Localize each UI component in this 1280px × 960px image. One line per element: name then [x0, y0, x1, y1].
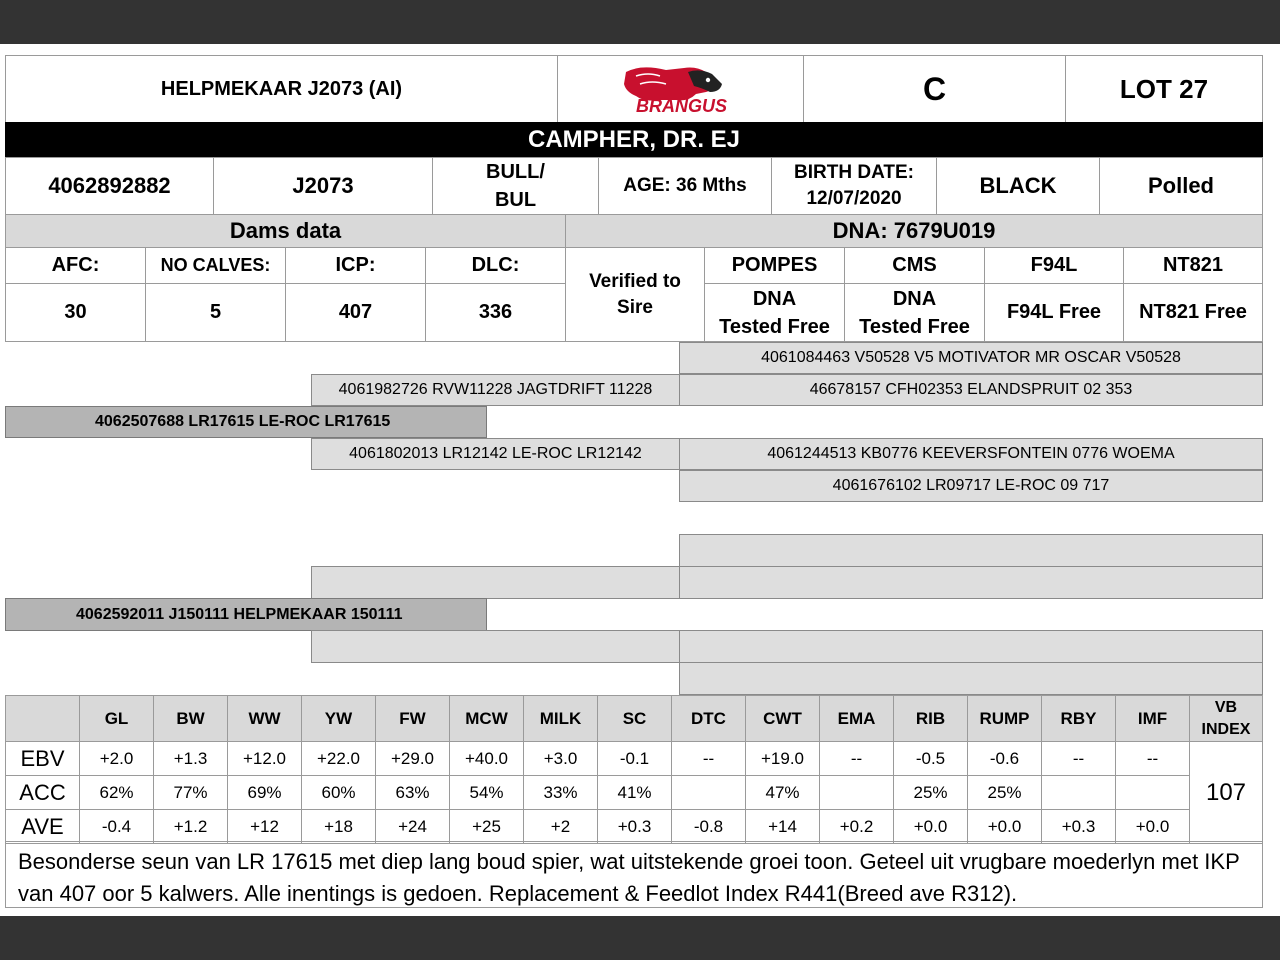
- stats-value-ebv-milk: +3.0: [523, 741, 598, 776]
- svg-text:BRANGUS: BRANGUS: [635, 96, 727, 116]
- bull-logo-icon: [596, 62, 766, 116]
- stats-value-acc-mcw: 54%: [449, 775, 524, 810]
- stats-header-cwt: CWT: [745, 695, 820, 742]
- verified-to-sire: [565, 247, 705, 342]
- dams-header-icp: ICP:: [285, 247, 426, 284]
- stats-row-label-ebv: EBV: [5, 741, 80, 776]
- bottom-letterbox: [0, 916, 1280, 960]
- stats-header-rump: RUMP: [967, 695, 1042, 742]
- stats-value-acc-milk: 33%: [523, 775, 598, 810]
- stats-header-yw: YW: [301, 695, 376, 742]
- stats-value-ebv-cwt: +19.0: [745, 741, 820, 776]
- dams-value-dlc: 336: [425, 283, 566, 342]
- dna-title: DNA: 7679U019: [565, 214, 1263, 248]
- pedigree-sire-sire-sire: 4061084463 V50528 V5 MOTIVATOR MR OSCAR V50528: [679, 342, 1263, 374]
- stats-value-ave-milk: +2: [523, 809, 598, 844]
- stats-value-ebv-yw: +22.0: [301, 741, 376, 776]
- dna-result-cms: [844, 283, 985, 342]
- dams-value-icp: 407: [285, 283, 426, 342]
- stats-value-acc-sc: 41%: [597, 775, 672, 810]
- stats-header-milk: MILK: [523, 695, 598, 742]
- dams-value-no-calves: 5: [145, 283, 286, 342]
- stats-value-ave-sc: +0.3: [597, 809, 672, 844]
- stats-row-label-acc: ACC: [5, 775, 80, 810]
- pedigree-sire-sire: 4061982726 RVW11228 JAGTDRIFT 11228: [311, 374, 680, 406]
- dams-data-title: Dams data: [5, 214, 566, 248]
- stats-value-ave-bw: +1.2: [153, 809, 228, 844]
- brangus-logo: [557, 55, 804, 123]
- birth-date-label: BIRTH DATE:: [794, 162, 914, 183]
- stats-value-ave-rump: +0.0: [967, 809, 1042, 844]
- vb-index-value: 107: [1189, 741, 1263, 844]
- stats-value-ebv-mcw: +40.0: [449, 741, 524, 776]
- stats-value-ave-dtc: -0.8: [671, 809, 746, 844]
- stats-header-rib: RIB: [893, 695, 968, 742]
- stats-corner: [5, 695, 80, 742]
- grade-letter: C: [803, 55, 1066, 123]
- pedigree-sire: 4062507688 LR17615 LE-ROC LR17615: [5, 406, 487, 438]
- stats-value-acc-rby: [1041, 775, 1116, 810]
- stats-value-ebv-bw: +1.3: [153, 741, 228, 776]
- stats-value-ebv-rump: -0.6: [967, 741, 1042, 776]
- registration-number: 4062892882: [5, 157, 214, 215]
- dna-result-line-2: Tested Free: [719, 315, 830, 338]
- stats-header-imf: IMF: [1115, 695, 1190, 742]
- birth-date: 12/07/2020: [806, 188, 902, 209]
- stats-value-ave-fw: +24: [375, 809, 450, 844]
- pedigree-sire-dam-sire: 4061244513 KB0776 KEEVERSFONTEIN 0776 WOEMA: [679, 438, 1263, 470]
- pedigree-dam: 4062592011 J150111 HELPMEKAAR 150111: [5, 598, 487, 631]
- stats-value-ave-ww: +12: [227, 809, 302, 844]
- sex-line-1: BULL/: [486, 161, 545, 183]
- index-label: INDEX: [1201, 720, 1251, 738]
- vb-label: VB: [1214, 698, 1238, 716]
- stats-header-sc: SC: [597, 695, 672, 742]
- dams-header-dlc: DLC:: [425, 247, 566, 284]
- sex-cell: [432, 157, 599, 215]
- pedigree-dam-dam-dam: [679, 662, 1263, 695]
- stats-value-ave-yw: +18: [301, 809, 376, 844]
- dna-result-nt821: NT821 Free: [1123, 283, 1263, 342]
- stats-value-ebv-rib: -0.5: [893, 741, 968, 776]
- stats-value-acc-cwt: 47%: [745, 775, 820, 810]
- stats-value-acc-yw: 60%: [301, 775, 376, 810]
- dna-result-pompes: [704, 283, 845, 342]
- stats-value-acc-ema: [819, 775, 894, 810]
- stats-value-acc-bw: 77%: [153, 775, 228, 810]
- dna-result-f94l: F94L Free: [984, 283, 1124, 342]
- dams-header-afc: AFC:: [5, 247, 146, 284]
- stats-header-mcw: MCW: [449, 695, 524, 742]
- stats-header-dtc: DTC: [671, 695, 746, 742]
- stats-value-acc-dtc: [671, 775, 746, 810]
- dna-result-line-2: Tested Free: [859, 315, 970, 338]
- stats-value-ave-gl: -0.4: [79, 809, 154, 844]
- dna-test-pompes: POMPES: [704, 247, 845, 284]
- stats-header-ema: EMA: [819, 695, 894, 742]
- stats-header-rby: RBY: [1041, 695, 1116, 742]
- description-note: Besonderse seun van LR 17615 met diep lang boud spier, wat uitstekende groei toon. Geteel uit vrugbare moederlyn met IKP van 407 oor 5 kalwers. Alle inentings is gedoen. Replacement & Feedlot Index R441(Breed ave R312).: [5, 841, 1263, 908]
- stats-value-acc-fw: 63%: [375, 775, 450, 810]
- pedigree-sire-sire-dam: 46678157 CFH02353 ELANDSPRUIT 02 353: [679, 374, 1263, 406]
- coat-color: BLACK: [936, 157, 1100, 215]
- stats-header-fw: FW: [375, 695, 450, 742]
- pedigree-dam-dam-sire: [679, 630, 1263, 663]
- stats-value-acc-ww: 69%: [227, 775, 302, 810]
- stats-value-acc-imf: [1115, 775, 1190, 810]
- top-letterbox: [0, 0, 1280, 44]
- sex-line-2: BUL: [494, 189, 537, 211]
- pedigree-dam-sire-dam: [679, 566, 1263, 599]
- stats-row-label-ave: AVE: [5, 809, 80, 844]
- pedigree-sire-dam: 4061802013 LR12142 LE-ROC LR12142: [311, 438, 680, 470]
- stats-value-ebv-ema: --: [819, 741, 894, 776]
- stats-header-gl: GL: [79, 695, 154, 742]
- stats-value-ebv-sc: -0.1: [597, 741, 672, 776]
- stats-value-acc-rump: 25%: [967, 775, 1042, 810]
- stats-header-ww: WW: [227, 695, 302, 742]
- stats-value-ave-cwt: +14: [745, 809, 820, 844]
- dna-test-nt821: NT821: [1123, 247, 1263, 284]
- animal-name: HELPMEKAAR J2073 (AI): [5, 55, 558, 123]
- stats-value-acc-rib: 25%: [893, 775, 968, 810]
- dams-header-no-calves: NO CALVES:: [145, 247, 286, 284]
- animal-id: J2073: [213, 157, 433, 215]
- lot-number: LOT 27: [1065, 55, 1263, 123]
- dna-test-f94l: F94L: [984, 247, 1124, 284]
- stats-value-ebv-ww: +12.0: [227, 741, 302, 776]
- pedigree-dam-sire: [311, 566, 680, 599]
- dna-test-cms: CMS: [844, 247, 985, 284]
- stats-value-ebv-fw: +29.0: [375, 741, 450, 776]
- stats-value-ebv-rby: --: [1041, 741, 1116, 776]
- pedigree-sire-dam-dam: 4061676102 LR09717 LE-ROC 09 717: [679, 470, 1263, 502]
- stats-value-ave-imf: +0.0: [1115, 809, 1190, 844]
- dna-result-line-1: DNA: [752, 287, 797, 310]
- age: AGE: 36 Mths: [598, 157, 772, 215]
- stats-value-ave-rib: +0.0: [893, 809, 968, 844]
- stats-value-ave-mcw: +25: [449, 809, 524, 844]
- stats-header-bw: BW: [153, 695, 228, 742]
- stats-value-ebv-imf: --: [1115, 741, 1190, 776]
- stats-value-ebv-gl: +2.0: [79, 741, 154, 776]
- verified-line-2: Sire: [617, 296, 653, 318]
- horn-status: Polled: [1099, 157, 1263, 215]
- birth-date-cell: [771, 157, 937, 215]
- breeder-name: CAMPHER, DR. EJ: [5, 122, 1263, 158]
- dna-result-line-1: DNA: [892, 287, 937, 310]
- dams-value-afc: 30: [5, 283, 146, 342]
- pedigree-dam-sire-sire: [679, 534, 1263, 567]
- stats-value-ave-ema: +0.2: [819, 809, 894, 844]
- stats-value-ebv-dtc: --: [671, 741, 746, 776]
- verified-line-1: Verified to: [589, 270, 681, 292]
- stats-value-acc-gl: 62%: [79, 775, 154, 810]
- pedigree-dam-dam: [311, 630, 680, 663]
- stats-value-ave-rby: +0.3: [1041, 809, 1116, 844]
- stats-header-vb-index: [1189, 695, 1263, 742]
